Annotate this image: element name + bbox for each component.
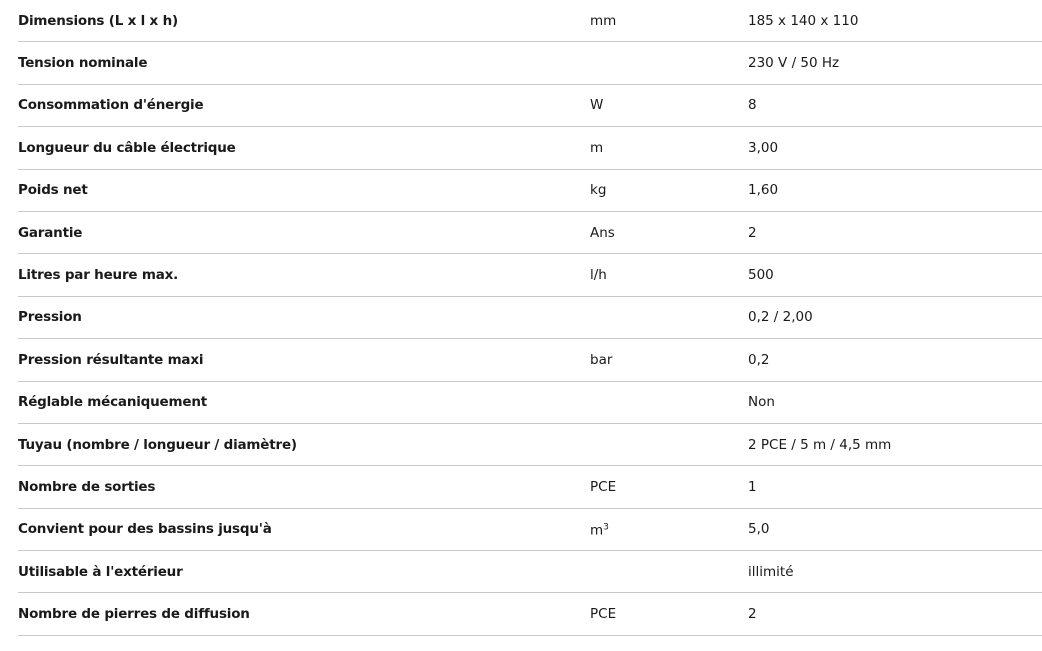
spec-label: Nombre de sorties	[18, 478, 156, 495]
spec-row-consommation	[18, 85, 1042, 127]
spec-unit: Ans	[590, 224, 615, 241]
spec-row-pierres	[18, 593, 1042, 635]
spec-row-cable	[18, 127, 1042, 169]
spec-value: 3,00	[748, 139, 779, 156]
spec-unit-superscript: 3	[603, 522, 609, 533]
spec-label: Convient pour des bassins jusqu'à	[18, 521, 272, 538]
spec-label: Utilisable à l'extérieur	[18, 563, 183, 580]
spec-row-tension	[18, 42, 1042, 84]
spec-label: Nombre de pierres de diffusion	[18, 606, 250, 623]
spec-value: 8	[748, 97, 757, 114]
spec-row-exterieur	[18, 551, 1042, 593]
spec-label: Pression résultante maxi	[18, 351, 204, 368]
spec-label: Litres par heure max.	[18, 267, 179, 284]
spec-label: Garantie	[18, 224, 83, 241]
spec-value: 2	[748, 224, 757, 241]
spec-label: Tension nominale	[18, 55, 148, 72]
spec-value: 5,0	[748, 521, 770, 538]
spec-unit: PCE	[590, 478, 617, 495]
spec-row-reglable	[18, 382, 1042, 424]
spec-unit: l/h	[590, 267, 607, 284]
spec-value: 2	[748, 606, 757, 623]
spec-unit	[590, 520, 609, 539]
spec-value: 185 x 140 x 110	[748, 13, 859, 29]
spec-row-tuyau	[18, 424, 1042, 466]
spec-label: Dimensions (L x l x h)	[18, 13, 178, 29]
spec-label: Poids net	[18, 182, 88, 199]
spec-row-dimensions	[18, 0, 1042, 42]
spec-unit: bar	[590, 351, 613, 368]
spec-label: Tuyau (nombre / longueur / diamètre)	[18, 436, 297, 453]
spec-unit: W	[590, 97, 604, 114]
spec-unit: PCE	[590, 606, 617, 623]
spec-value: 0,2	[748, 351, 770, 368]
spec-value: 1,60	[748, 182, 779, 199]
spec-label: Consommation d'énergie	[18, 97, 204, 114]
spec-unit-base: m	[590, 522, 604, 539]
spec-table	[18, 0, 1042, 636]
spec-unit: kg	[590, 182, 607, 199]
spec-value: 1	[748, 478, 757, 495]
spec-row-bassins	[18, 509, 1042, 551]
spec-row-pression	[18, 297, 1042, 339]
spec-row-litres	[18, 254, 1042, 296]
spec-value: illimité	[748, 563, 794, 580]
spec-label: Réglable mécaniquement	[18, 394, 207, 411]
spec-value: 0,2 / 2,00	[748, 309, 813, 326]
spec-label: Longueur du câble électrique	[18, 139, 236, 156]
spec-label: Pression	[18, 309, 82, 326]
spec-unit: mm	[590, 13, 617, 29]
spec-value: 500	[748, 267, 774, 284]
spec-value: Non	[748, 394, 775, 411]
spec-row-garantie	[18, 212, 1042, 254]
spec-row-pression-resultante	[18, 339, 1042, 381]
spec-unit: m	[590, 139, 604, 156]
spec-value: 230 V / 50 Hz	[748, 55, 840, 72]
spec-value: 2 PCE / 5 m / 4,5 mm	[748, 436, 892, 453]
spec-row-poids	[18, 170, 1042, 212]
spec-row-sorties	[18, 466, 1042, 508]
